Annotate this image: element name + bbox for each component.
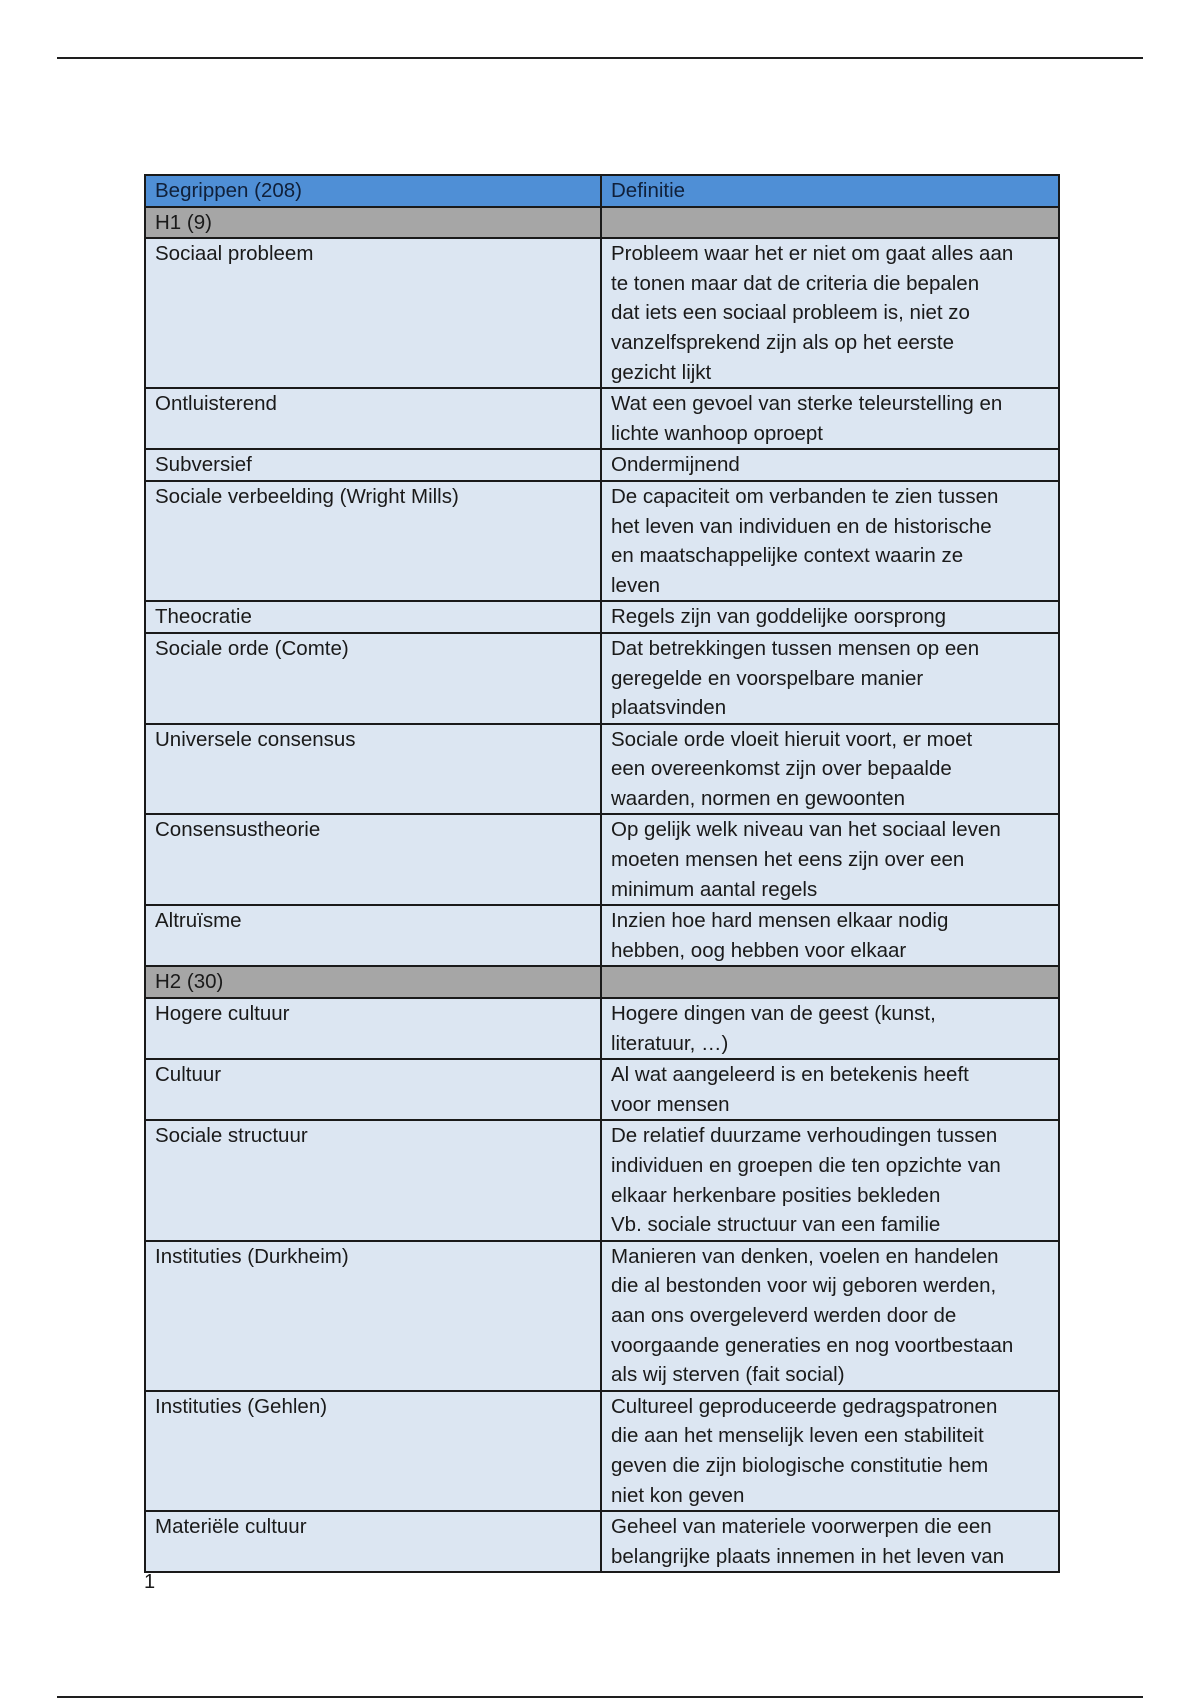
- definition-cell: Geheel van materiele voorwerpen die een belangrijke plaats innemen in het leven van: [601, 1511, 1059, 1572]
- table-row: [145, 1059, 1059, 1120]
- definition-cell: Cultureel geproduceerde gedragspatronen die aan het menselijk leven een stabiliteit geven die zijn biologische constitutie hem niet kon geven: [601, 1391, 1059, 1511]
- table-row: [145, 724, 1059, 815]
- section-row: [145, 966, 1059, 998]
- definition-cell: Regels zijn van goddelijke oorsprong: [601, 601, 1059, 633]
- term-cell: Hogere cultuur: [145, 998, 601, 1059]
- definition-cell: Al wat aangeleerd is en betekenis heeft voor mensen: [601, 1059, 1059, 1120]
- section-title: H2 (30): [145, 966, 601, 998]
- definition-cell: Ondermijnend: [601, 449, 1059, 481]
- header-rule: [57, 57, 1143, 59]
- section-title: H1 (9): [145, 207, 601, 239]
- table-header-row: [145, 175, 1059, 207]
- term-cell: Materiële cultuur: [145, 1511, 601, 1572]
- table-row: [145, 1241, 1059, 1391]
- table-row: [145, 449, 1059, 481]
- table-row: [145, 481, 1059, 601]
- glossary-table: [144, 174, 1060, 1573]
- page-number: 1: [144, 1571, 156, 1593]
- table-row: [145, 1391, 1059, 1511]
- table-row: [145, 1120, 1059, 1240]
- definition-cell: Probleem waar het er niet om gaat alles aan te tonen maar dat de criteria die bepalen dat iets een sociaal probleem is, niet zo vanzelfsprekend zijn als op het eerste gezicht lijkt: [601, 238, 1059, 388]
- term-cell: Ontluisterend: [145, 388, 601, 449]
- table-body: [145, 207, 1059, 1573]
- table-row: [145, 814, 1059, 905]
- definition-cell: Wat een gevoel van sterke teleurstelling en lichte wanhoop oproept: [601, 388, 1059, 449]
- term-cell: Sociale verbeelding (Wright Mills): [145, 481, 601, 601]
- table-row: [145, 905, 1059, 966]
- definition-cell: Dat betrekkingen tussen mensen op een geregelde en voorspelbare manier plaatsvinden: [601, 633, 1059, 724]
- definition-cell: Inzien hoe hard mensen elkaar nodig hebben, oog hebben voor elkaar: [601, 905, 1059, 966]
- term-cell: Cultuur: [145, 1059, 601, 1120]
- table-row: [145, 601, 1059, 633]
- footer-rule: [57, 1696, 1143, 1698]
- table-row: [145, 998, 1059, 1059]
- term-cell: Instituties (Gehlen): [145, 1391, 601, 1511]
- definition-cell: Hogere dingen van de geest (kunst, literatuur, …): [601, 998, 1059, 1059]
- term-cell: Theocratie: [145, 601, 601, 633]
- definition-cell: De capaciteit om verbanden te zien tussen het leven van individuen en de historische en maatschappelijke context waarin ze leven: [601, 481, 1059, 601]
- table-row: [145, 633, 1059, 724]
- table-row: [145, 1511, 1059, 1572]
- term-cell: Sociale orde (Comte): [145, 633, 601, 724]
- section-empty-cell: [601, 966, 1059, 998]
- definition-column-header: Definitie: [601, 175, 1059, 207]
- term-column-header: Begrippen (208): [145, 175, 601, 207]
- definition-cell: De relatief duurzame verhoudingen tussen individuen en groepen die ten opzichte van elkaar herkenbare posities bekleden Vb. sociale structuur van een familie: [601, 1120, 1059, 1240]
- section-empty-cell: [601, 207, 1059, 239]
- term-cell: Subversief: [145, 449, 601, 481]
- table-row: [145, 238, 1059, 388]
- term-cell: Altruïsme: [145, 905, 601, 966]
- term-cell: Sociale structuur: [145, 1120, 601, 1240]
- definition-cell: Manieren van denken, voelen en handelen die al bestonden voor wij geboren werden, aan ons overgeleverd werden door de voorgaande generaties en nog voortbestaan als wij sterven (fait social): [601, 1241, 1059, 1391]
- definition-cell: Sociale orde vloeit hieruit voort, er moet een overeenkomst zijn over bepaalde waarden, normen en gewoonten: [601, 724, 1059, 815]
- table-row: [145, 388, 1059, 449]
- definition-cell: Op gelijk welk niveau van het sociaal leven moeten mensen het eens zijn over een minimum aantal regels: [601, 814, 1059, 905]
- section-row: [145, 207, 1059, 239]
- term-cell: Universele consensus: [145, 724, 601, 815]
- term-cell: Consensustheorie: [145, 814, 601, 905]
- term-cell: Instituties (Durkheim): [145, 1241, 601, 1391]
- term-cell: Sociaal probleem: [145, 238, 601, 388]
